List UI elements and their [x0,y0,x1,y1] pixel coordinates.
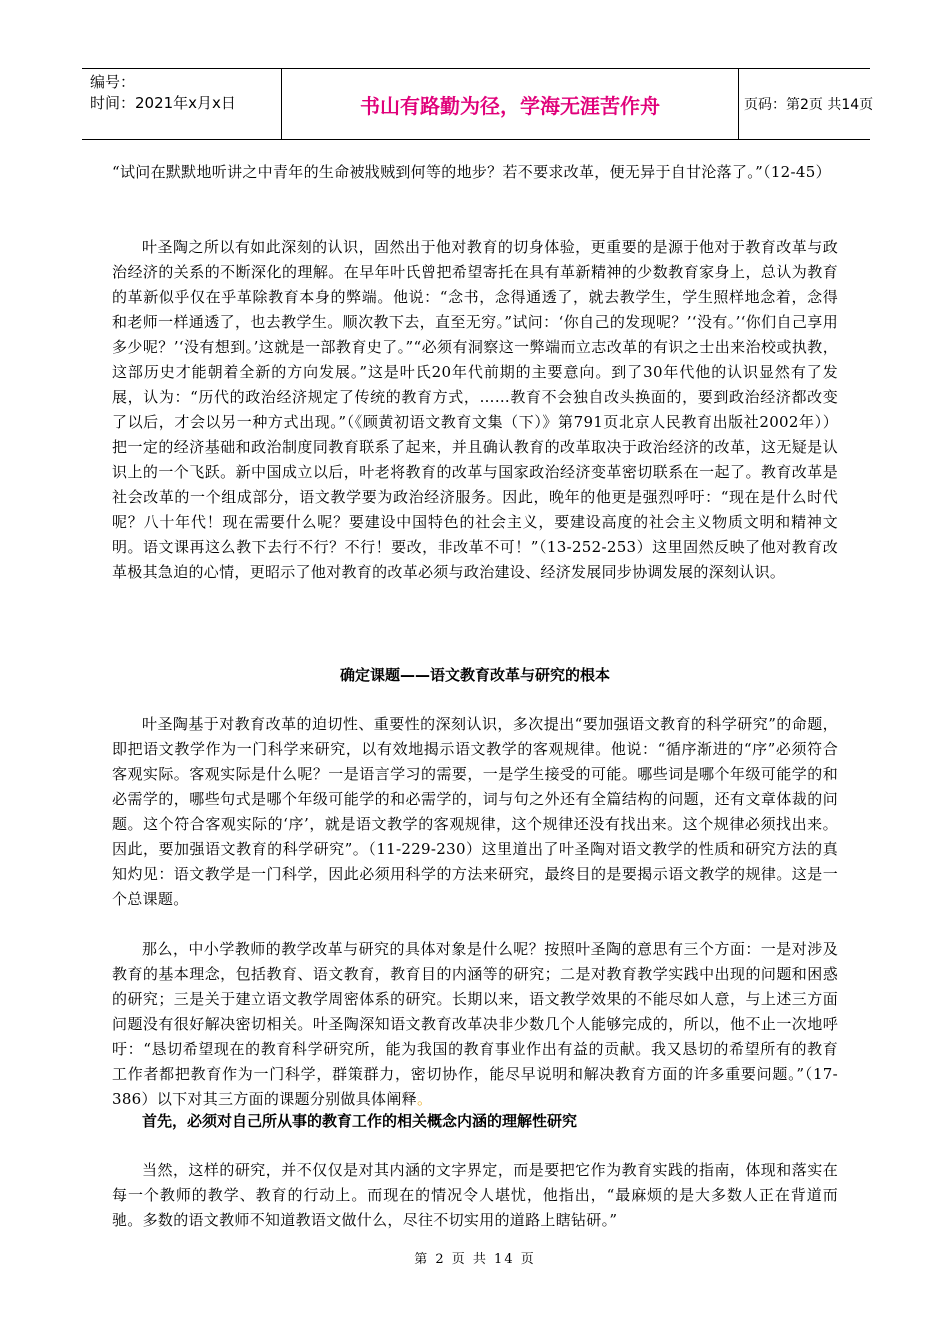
header-meta [82,69,282,139]
paragraph-scientific-research: 叶圣陶基于对教育改革的迫切性、重要性的深刻认识，多次提出“要加强语文教育的科学研究”的命题，即把语文教学作为一门科学来研究，以有效地揭示语文教学的客观规律。他说：“循序渐进的“序”必须符合客观实际。客观实际是什么呢？一是语言学习的需要，一是学生接受的可能。哪些词是哪个年级可能学的和必需学的，哪些句式是哪个年级可能学的和必需学的，词与句之外还有全篇结构的问题，还有文章体裁的问题。这个符合客观实际的‘序’，就是语文教学的客观规律，这个规律还没有找出来。这个规律必须找出来。因此，要加强语文教育的科学研究”。（11-229-230）这里道出了叶圣陶对语文教学的性质和研究方法的真知灼见：语文教学是一门科学，因此必须用科学的方法来研究，最终目的是要揭示语文教学的规律。这是一个总课题。 [112,715,838,908]
header-page-label: 页码：第2页 共14页 [744,97,874,113]
header-motto: 书山有路勤为径，学海无涯苦作舟 [282,69,739,139]
paragraph-three-aspects-text: 那么，中小学教师的教学改革与研究的具体对象是什么呢？按照叶圣陶的意思有三个方面：一是对涉及教育的基本理念，包括教育、语文教育，教育目的内涵等的研究；二是对教育教学实践中出现的问题和困惑的研究；三是关于建立语文教学周密体系的研究。长期以来，语文教学效果的不能尽如人意，与上述三方面问题没有很好解决密切相关。叶圣陶深知语文教育改革决非少数几个人能够完成的，所以，他不止一次地呼吁：“恳切希望现在的教育科学研究所，能为我国的教育事业作出有益的贡献。我又恳切的希望所有的教育工作者都把教育作为一门科学，群策群力，密切协作，能尽早说明和解决教育方面的许多重要问题。”（17-386）以下对其三方面的课题分别做具体阐释 [112,940,838,1108]
page-header [82,68,874,140]
section-heading-topic: 确定课题——语文教育改革与研究的根本 [339,666,610,684]
page-footer-number: 第 2 页 共 14 页 [414,1252,536,1267]
paragraph-three-aspects [112,937,838,1112]
document-date-label: 时间：2021年x月x日 [90,94,236,112]
subsection-heading-first: 首先，必须对自己所从事的教育工作的相关概念内涵的理解性研究 [142,1112,578,1130]
paragraph-reform-understanding: 叶圣陶之所以有如此深刻的认识，固然出于他对教育的切身体验，更重要的是源于他对于教育改革与政治经济的关系的不断深化的理解。在早年叶氏曾把希望寄托在具有革新精神的少数教育家身上，总认为教育的革新似乎仅在乎革除教育本身的弊端。他说：“念书，念得通透了，就去教学生，学生照样地念着，念得和老师一样通透了，也去教学生。顺次教下去，直至无穷。”试问：‘你自己的发现呢？’‘没有。’‘你们自己享用多少呢？’‘没有想到。’这就是一部教育史了。”“必须有洞察这一弊端而立志改革的有识之士出来治校或执教，这部历史才能朝着全新的方向发展。”这是叶氏20年代前期的主要意向。到了30年代他的认识显然有了发展，认为：“历代的政治经济规定了传统的教育方式，……教育不会独自改头换面的，要到政治经济都改变了以后，才会以另一种方式出现。”（《顾黄初语文教育文集（下）》第791页北京人民教育出版社2002年））把一定的经济基础和政治制度同教育联系了起来，并且确认教育的改革取决于政治经济的改革，这无疑是认识上的一个飞跃。新中国成立以后，叶老将教育的改革与国家政治经济变革密切联系在一起了。教育改革是社会改革的一个组成部分，语文教学要为政治经济服务。因此，晚年的他更是强烈呼吁：“现在是什么时代呢？八十年代！现在需要什么呢？要建设中国特色的社会主义，要建设高度的社会主义物质文明和精神文明。语文课再这么教下去行不行？不行！要改，非改革不可！”（13-252-253）这里固然反映了他对教育改革极其急迫的心情，更昭示了他对教育的改革必须与政治建设、经济发展同步协调发展的深刻认识。 [112,238,838,581]
paragraph-current-situation: 当然，这样的研究，并不仅仅是对其内涵的文字界定，而是要把它作为教育实践的指南，体现和落实在每一个教师的教学、教育的行动上。而现在的情况令人堪忧，他指出，“最麻烦的是大多数人正在背道而驰。多数的语文教师不知道教语文做什么，尽往不切实用的道路上瞎钻研。” [112,1161,838,1229]
paragraph-three-aspects-end-mark: 。 [416,1090,433,1108]
document-number-label: 编号： [90,73,136,91]
paragraph-quote-continuation: “试问在默默地听讲之中青年的生命被戕贼到何等的地步？若不要求改革，便无异于自甘沦落了。”（12-45） [112,163,831,181]
